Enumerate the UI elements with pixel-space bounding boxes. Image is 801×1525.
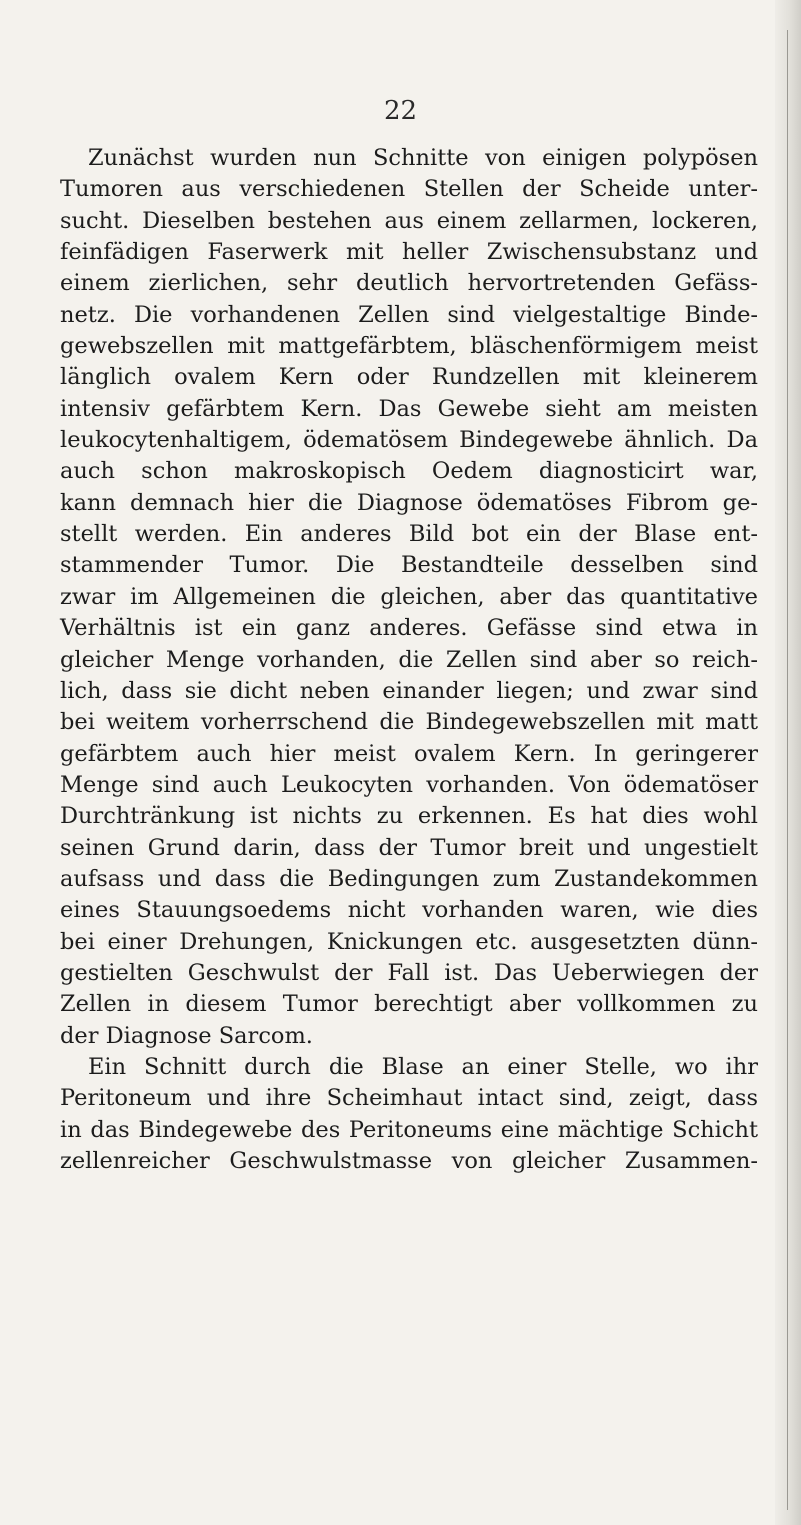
- page-number: 22: [383, 96, 418, 126]
- text-line: einem zierlichen, sehr deutlich hervortretenden Gefäss-: [60, 270, 758, 297]
- page-edge-line: [787, 30, 788, 1510]
- text-line: gewebszellen mit mattgefärbtem, bläschenförmigem meist: [60, 333, 758, 360]
- text-line: netz. Die vorhandenen Zellen sind vielgestaltige Binde-: [60, 301, 758, 328]
- text-line: Peritoneum und ihre Scheimhaut intact sind, zeigt, dass: [60, 1085, 758, 1112]
- text-line: Zellen in diesem Tumor berechtigt aber vollkommen zu: [60, 991, 758, 1018]
- text-line: seinen Grund darin, dass der Tumor breit und ungestielt: [60, 834, 758, 861]
- text-line: stellt werden. Ein anderes Bild bot ein der Blase ent-: [60, 521, 758, 548]
- text-line: länglich ovalem Kern oder Rundzellen mit kleinerem: [60, 364, 758, 391]
- text-line: Tumoren aus verschiedenen Stellen der Scheide unter-: [60, 176, 758, 203]
- text-line: stammender Tumor. Die Bestandteile desselben sind: [60, 552, 758, 579]
- text-line: Zunächst wurden nun Schnitte von einigen polypösen: [88, 145, 758, 171]
- text-line: Durchtränkung ist nichts zu erkennen. Es hat dies wohl: [60, 803, 758, 830]
- text-line: zwar im Allgemeinen die gleichen, aber das quantitative: [60, 583, 758, 610]
- text-line: eines Stauungsoedems nicht vorhanden waren, wie dies: [60, 897, 758, 924]
- text-line: leukocytenhaltigem, ödematösem Bindegewebe ähnlich. Da: [60, 427, 758, 454]
- text-line: sucht. Dieselben bestehen aus einem zellarmen, lockeren,: [60, 207, 758, 234]
- text-line: lich, dass sie dicht neben einander liegen; und zwar sind: [60, 677, 758, 704]
- text-line: gestielten Geschwulst der Fall ist. Das Ueberwiegen der: [60, 959, 758, 986]
- text-line: Verhältnis ist ein ganz anderes. Gefässe sind etwa in: [60, 615, 758, 642]
- text-line: gefärbtem auch hier meist ovalem Kern. In geringerer: [60, 740, 758, 767]
- text-line: Ein Schnitt durch die Blase an einer Stelle, wo ihr: [88, 1053, 758, 1080]
- text-line: in das Bindegewebe des Peritoneums eine mächtige Schicht: [60, 1116, 758, 1143]
- text-line: Menge sind auch Leukocyten vorhanden. Von ödematöser: [60, 771, 758, 798]
- text-line: gleicher Menge vorhanden, die Zellen sind aber so reich-: [60, 646, 758, 673]
- page-edge-shadow: [775, 0, 801, 1525]
- text-line: auch schon makroskopisch Oedem diagnosticirt war,: [60, 458, 758, 485]
- text-line: aufsass und dass die Bedingungen zum Zustandekommen: [60, 865, 758, 892]
- text-line: kann demnach hier die Diagnose ödematöses Fibrom ge-: [60, 489, 758, 516]
- text-line: feinfädigen Faserwerk mit heller Zwischensubstanz und: [60, 239, 758, 266]
- body-text: [60, 143, 758, 1177]
- text-line: intensiv gefärbtem Kern. Das Gewebe sieht am meisten: [60, 395, 758, 422]
- text-line: bei einer Drehungen, Knickungen etc. ausgesetzten dünn-: [60, 928, 758, 955]
- text-line: der Diagnose Sarcom.: [60, 1022, 313, 1049]
- text-line: bei weitem vorherrschend die Bindegewebszellen mit matt: [60, 709, 758, 736]
- text-line: zellenreicher Geschwulstmasse von gleicher Zusammen-: [60, 1148, 758, 1174]
